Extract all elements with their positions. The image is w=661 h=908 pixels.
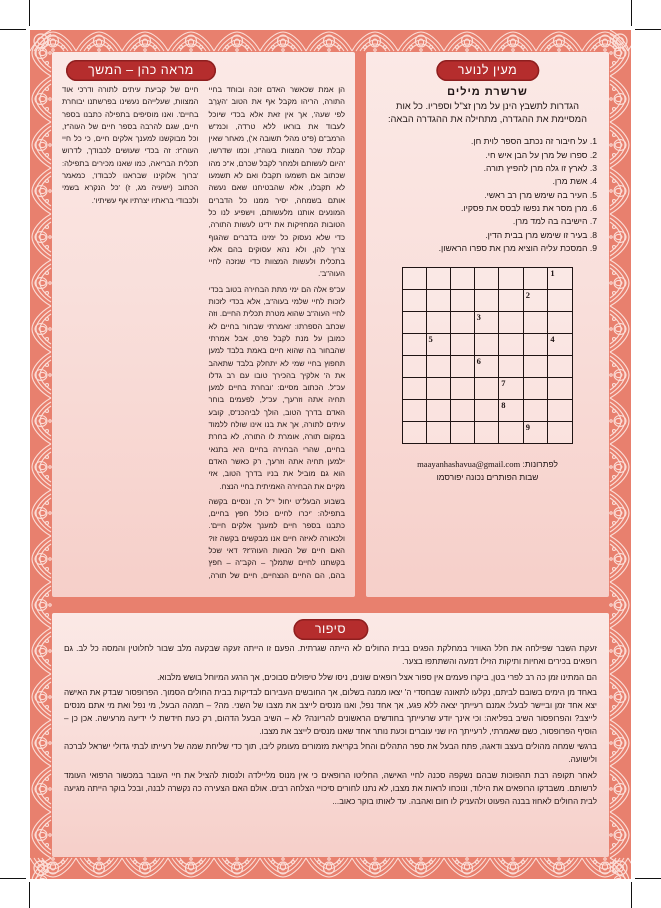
- clue-number: 7.: [589, 216, 597, 227]
- contact-prefix-label: לפתרונות:: [522, 459, 558, 470]
- crop-mark-bottom-left-vertical: [29, 882, 30, 908]
- crossword-cell[interactable]: [499, 290, 524, 312]
- maayan-lanoar-body: [378, 86, 597, 591]
- clue-number: 2.: [589, 149, 597, 160]
- section-title-maayan-lanoar: מעין לנוער: [436, 60, 539, 81]
- crossword-cell[interactable]: [474, 378, 499, 400]
- riddle-instructions: הגדרות לתשבץ הינן על מרן זצ"ל וספריו. כל אות המסיימת את ההגדרה, מתחילה את ההגדרה הבאה:: [387, 101, 588, 125]
- crossword-cell[interactable]: [403, 312, 427, 334]
- clue-number: 1.: [589, 136, 597, 147]
- crop-mark-top-left-horizontal: [0, 29, 26, 30]
- crossword-cell[interactable]: [403, 378, 427, 400]
- crossword-cell[interactable]: [403, 268, 427, 290]
- crossword-cell[interactable]: [451, 378, 475, 400]
- crossword-cell[interactable]: [548, 356, 573, 378]
- clue-item: [378, 175, 597, 188]
- clue-text: הישיבה בה למד מרן.: [512, 216, 588, 227]
- panel-maayan-lanoar: [366, 52, 609, 597]
- page-frame: [30, 30, 631, 879]
- crossword-row: [403, 378, 573, 400]
- crossword-cell-numbered[interactable]: 9: [523, 422, 548, 444]
- crop-mark-top-right-vertical: [631, 0, 632, 26]
- crossword-cell[interactable]: [474, 268, 499, 290]
- clue-text: העיר בה שימש מרן רב ראשי.: [484, 189, 588, 200]
- clue-item: [378, 202, 597, 215]
- paragraph: הן אמת שכאשר האדם זוכה ובוחד בחיי התורה, הריהו מקבל אף את הטוב 'העָרֵב לפי שעה', אך אין זאת אלא בכדי שיוכל לעבוד את בוראו ללא טרדה, וכמ"ש הרמב"ם (פ"ט מהל' תשובה א'), מאחר שאין קבלת שכר המצוות בעוה"ז, וכמו שדרשו, 'היום לעשותם ולמחר לקבל שכרם, א"כ מהו שכתוב אם תשמעו תקבלו ואם לא תשמעו לא תקבלו, אלא שהבטיחנו שאם נעשה אותם בשמחה, יסיר ממנו כל הדברים המונעים אותנו מלעשותם, וישפיע לנו כל הטובות המחזיקות את ידינו לעשות התורה, כדי שלא נעסוק כל ימינו בדברים שהגוף צריך להן, ולא נהא עסוקים בהם אלא בתכלית ולעשות המצוות כדי שנזכה לחיי העוה"ב'.: [208, 85, 345, 279]
- clue-item: [378, 149, 597, 162]
- panel-sipur: [52, 613, 609, 857]
- crossword-grid[interactable]: [402, 267, 573, 444]
- crossword-cell[interactable]: [523, 356, 548, 378]
- crossword-cell[interactable]: [523, 334, 548, 356]
- clue-number: 8.: [589, 229, 597, 240]
- crossword-cell[interactable]: [474, 400, 499, 422]
- crossword-cell[interactable]: [451, 356, 475, 378]
- crossword-cell[interactable]: [499, 356, 524, 378]
- crossword-cell[interactable]: [499, 422, 524, 444]
- crossword-cell[interactable]: [426, 400, 451, 422]
- crossword-row: [403, 356, 573, 378]
- crossword-cell[interactable]: [523, 400, 548, 422]
- crossword-cell[interactable]: [499, 268, 524, 290]
- clue-number: 6.: [589, 202, 597, 213]
- clue-number: 3.: [589, 163, 597, 173]
- crossword-cell[interactable]: [403, 422, 427, 444]
- crossword-cell[interactable]: [426, 356, 451, 378]
- crossword-cell[interactable]: [426, 312, 451, 334]
- crossword-cell[interactable]: [451, 312, 475, 334]
- riddle-title: שרשרת מילים: [447, 86, 528, 98]
- crossword-cell[interactable]: [523, 378, 548, 400]
- crossword-cell[interactable]: [451, 422, 475, 444]
- clue-number: 5.: [589, 189, 597, 200]
- crossword-cell[interactable]: [548, 290, 573, 312]
- crossword-cell[interactable]: [426, 268, 451, 290]
- paragraph: לאחר תקופה רבת תהפוכות שבהם נשקפה סכנה לחיי האישה, החליטו הרופאים כי אין מנוס מליילדה ולנסות להציל את חיי העובר במכשור הרפואי העומד לרשותם. משבדקו הרופאים את הילוד, ונוכחו לראות את מצבו, לא נתנו לחורים סיכויי הצלחה רבים. אולם האם הצעירה כה נקשרה לבנה, ובכל בוקר הייתה מגיעה לבית החולים לאחוז בבנה הפעוט ולהעניק לו חום ואהבה. עד לאותו בוקר כאוב...: [64, 771, 597, 806]
- crossword-cell-numbered[interactable]: 1: [548, 268, 573, 290]
- section-title-maareh-kohen: מראה כהן – המשך: [66, 60, 216, 81]
- clue-text: המסכת עליה הוציא מרן את ספרו הראשון.: [438, 242, 588, 253]
- crossword-cell-numbered[interactable]: 8: [499, 400, 524, 422]
- clue-text: על חיבור זה נכתב הספר לוית חן.: [471, 136, 588, 147]
- clue-text: לארץ זו גלה מרן להפיץ תורה.: [483, 163, 588, 173]
- clue-text: בעיר זו שימש מרן בבית הדין.: [485, 229, 588, 240]
- clue-item: [378, 162, 597, 175]
- paragraph: עכ"פ אלה הם ימי מתת הבחירה בטוב בכדי לזכות לחיי שלמי בעוה"ב, אלא בכדי לזכות לחיי העוה"ב שהוא מטרת תכלית החיים. וזה שכתב הספרתו: 'ואמרתי שבחור בחיים לא כמובן על מנת לקבל פרס, אבל אמרתי שהבחור בה שהוא חיים באמת בלבד למען תחפוץ בחיי שמי לא יתחלק בלבד שתאהב את ה' אלקיך בהכירך טובו עם רב גדלו עכ"ל. הכתוב מסיים: 'ובחרת בחיים למען תחיה אתה וזרעך', עכ"ל, לפעמים בוחר האדם בדרך הטוב, הולך לביהכנ"ס, קובע עיתים לתורה, אך את בנו אינו שולח ללמוד במקום תורה, אומרת לו התורה, לא בחרת בחיים, שהרי הבחירה בחיים היא בתנאי ילמען תחיה אתה וזרעך, רק כאשר האדם הוא גם מוביל את בניו בדרך הטוב, אזי מקיים את הבחירה האמיתית בחיי הנצח.: [208, 284, 345, 491]
- section-title-sipur: סיפור: [293, 619, 368, 640]
- crossword-cell[interactable]: [499, 334, 524, 356]
- crossword-cell[interactable]: [426, 422, 451, 444]
- crossword-cell[interactable]: [548, 422, 573, 444]
- crossword-cell[interactable]: [451, 268, 475, 290]
- paragraph: זעקת השבר שפילחה את חלל האוויר במחלקת הפגים בבית החולים לא הייתה שגרתית. הפעם זו הייתה זעקה שבקעה מלב שבור לחלוטין והמסה כל לב. גם רופאים בכירים ואחיות ותיקות הזילו דמעה והשתתפו בצער.: [64, 644, 597, 666]
- crossword-cell[interactable]: [403, 334, 427, 356]
- crossword-row: [403, 400, 573, 422]
- crossword-cell-numbered[interactable]: 6: [474, 356, 499, 378]
- crossword-cell-numbered[interactable]: 5: [426, 334, 451, 356]
- crossword-cell-numbered[interactable]: 2: [523, 290, 548, 312]
- clue-number: 9.: [589, 242, 597, 253]
- maareh-kohen-body: [62, 84, 345, 589]
- crop-mark-bottom-right-horizontal: [635, 878, 661, 879]
- contact-block: [378, 458, 597, 484]
- crossword-cell[interactable]: [403, 400, 427, 422]
- content-area: [52, 52, 609, 857]
- crossword-cell[interactable]: [499, 312, 524, 334]
- crop-mark-top-right-horizontal: [635, 29, 661, 30]
- crossword-row: [403, 334, 573, 356]
- crossword-cell[interactable]: [451, 400, 475, 422]
- clue-item: [378, 242, 597, 255]
- crossword-cell-numbered[interactable]: 3: [474, 312, 499, 334]
- crossword-cell[interactable]: [451, 290, 475, 312]
- crossword-cell[interactable]: [523, 312, 548, 334]
- clue-item: [378, 215, 597, 228]
- crossword-cell[interactable]: [426, 378, 451, 400]
- clue-text: ספרו של מרן על הבן איש חי.: [485, 149, 588, 160]
- crossword-cell[interactable]: [548, 312, 573, 334]
- paragraph: ברגשי שמחה מהולים בעצב ודאגה, פתח הבעל את ספר התהלים והחל בקריאת מזמורים מעומק ליבו, תוך כדי שליחת שמה של רעייתו לבתי גדולי ישראל לברכה ולישועה.: [64, 742, 597, 765]
- crossword-cell[interactable]: [474, 290, 499, 312]
- crop-mark-bottom-left-horizontal: [0, 878, 26, 879]
- crossword-row: [403, 290, 573, 312]
- crossword-cell[interactable]: [403, 290, 427, 312]
- crossword-cell[interactable]: [474, 422, 499, 444]
- crop-mark-bottom-right-vertical: [631, 882, 632, 908]
- clue-item: [378, 135, 597, 148]
- clue-list: [378, 135, 597, 255]
- crossword-cell-numbered[interactable]: 4: [548, 334, 573, 356]
- crossword-cell[interactable]: [523, 268, 548, 290]
- crossword-cell[interactable]: [474, 334, 499, 356]
- clue-text: מרן מסר את נפשו לבסס את פסקיו.: [460, 202, 588, 213]
- contact-email-line: [378, 458, 597, 471]
- paragraph: באחד מן הימים בשובם לביתם, נקלעו לתאונה שבחסדי ה' יצאו ממנה בשלום, אך החובשים העבירום לבדיקות בבית החולים הסמוך. הפרופסור שבדק את האישה יצא אחד זמן וביישר לבעל: אמנם רעייתך יצאה ללא פגע, אך אחד נפל, ואנו מנסים לייצב את מצבו של השני. מה? – תמהה הבעל, מי נפל ואת מי אתם מנסים לייצב? והפרופסור השיב בפליאה: וכי אינך יודע שרעייתך בחודשים הראשונים להריונה? לא – השיב הבעל הדהום, רק כעת חידשת לי ידיעה מרעישה. אכן כן – הוסיף הפרופסור, כשם שאמרתי, לרעייתך היו שני עוברים וכעת נותר אחד שאנו מנסים לייצב את מצבו.: [64, 688, 597, 736]
- contact-email-address[interactable]: maayanhashavua@gmail.com: [417, 459, 521, 470]
- crossword-cell[interactable]: [426, 290, 451, 312]
- clue-item: [378, 229, 597, 242]
- crossword-cell-numbered[interactable]: 7: [499, 378, 524, 400]
- crossword-grid-wrapper: [402, 267, 573, 444]
- paragraph: בשבוע הבעל"ט יחול י"ל ה', ונסיים בקשה בתפילה: 'יכרו לחיים כולל חפץ בחיים, כתבנו בספר חיים למענך אלקים חיים'. ולכאורה לאיזה חיים אנו מבקשים בקשה זו? האם חיים של הנאות העוה"ז? דאי שכל בקשתנו לחיים שתמלך – הקב"ה – חפץ בהם, הם החיים הנצחיים, חיים של תורה, חיים של קביעת עיתים לתורה ודרכי אוד המצוות, שעלייהם נעשינו בפרשתנו יבוחרת בחיים'. ואנו מוסיפים בתפילה כתבנו בספר חיים, שגם להרבה בספר חיים של העוה"ז, וכל מבוקשנו למענך אלקים חיים, כי כל חיי העוה"ז: זה בכדי שעושים לכבודך, לדרוש תכלית הבריאה, כמו שאנו מכירים בתפילה: 'ברוך אלוקינו שבראנו לכבודו', כמאמר הכתוב (ישעיה מג, ז) 'כל הנקרא בשמי ולכבודי בראתיו יצרתיו אף עשיתיו'.: [62, 85, 345, 580]
- panel-maareh-kohen: [52, 52, 355, 597]
- paragraph: הם המתינו זמן כה רב לפרי בטן, ביקרו פעמים אין ספור אצל רופאים שונים, ניסו שלל טיפולים סבוכים, אך הרגע המיוחל בושש מלבוא.: [157, 672, 597, 682]
- crossword-cell[interactable]: [548, 378, 573, 400]
- clue-text: אשת מרן.: [552, 176, 588, 187]
- clue-number: 4.: [589, 176, 597, 187]
- crossword-row: [403, 312, 573, 334]
- crossword-row: [403, 268, 573, 290]
- contact-note: שבות הפותרים נכונה יפורסמו: [436, 472, 539, 483]
- crossword-cell[interactable]: [403, 356, 427, 378]
- clue-item: [378, 189, 597, 202]
- crossword-row: [403, 422, 573, 444]
- sipur-body: [64, 643, 597, 851]
- crossword-cell[interactable]: [451, 334, 475, 356]
- crossword-cell[interactable]: [548, 400, 573, 422]
- crop-mark-top-left-vertical: [29, 0, 30, 26]
